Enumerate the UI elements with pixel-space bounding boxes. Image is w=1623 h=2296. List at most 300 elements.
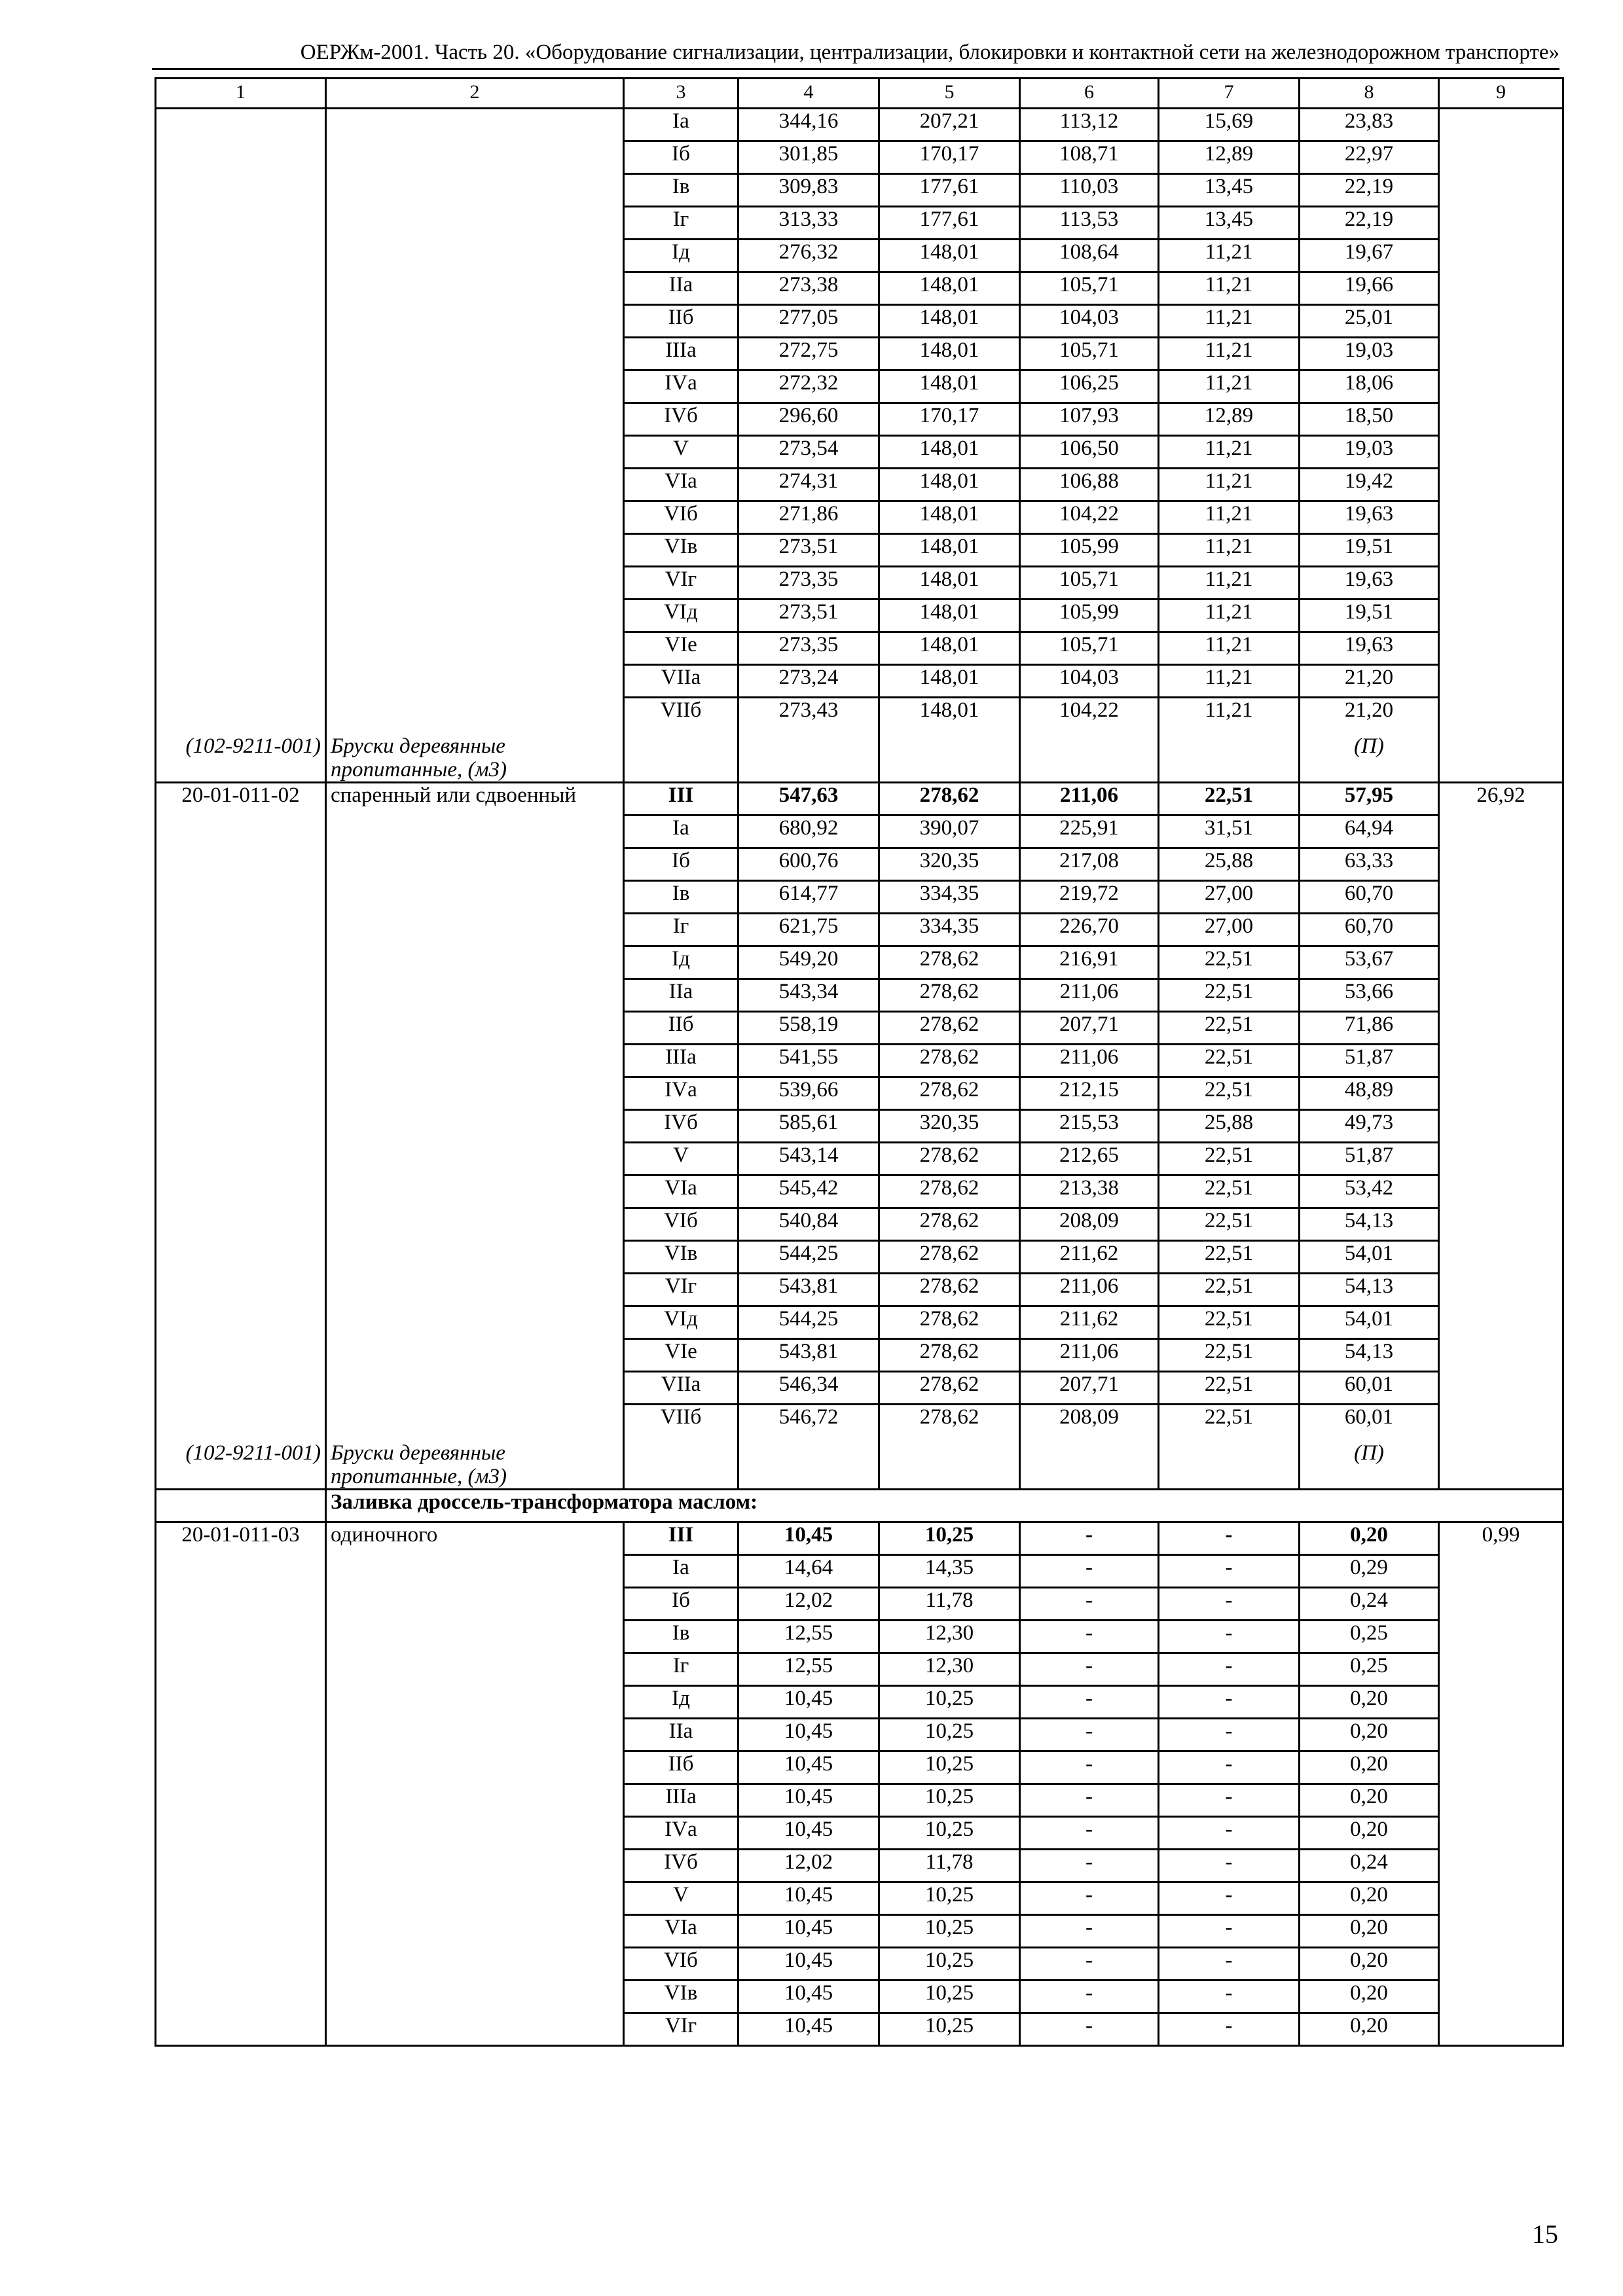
zone-cell: Iг xyxy=(624,914,739,946)
value-cell: 278,62 xyxy=(879,1175,1020,1208)
code-cell xyxy=(156,1241,326,1274)
code-cell xyxy=(156,1915,326,1948)
empty-cell xyxy=(624,1437,739,1490)
name-cell xyxy=(326,501,624,534)
col9-cell xyxy=(1439,665,1563,698)
value-cell: 344,16 xyxy=(739,109,879,141)
zone-cell: Iг xyxy=(624,1653,739,1686)
table-body xyxy=(156,79,1563,2046)
value-cell: 22,19 xyxy=(1300,174,1439,207)
value-cell: 278,62 xyxy=(879,1045,1020,1077)
value-cell: 19,67 xyxy=(1300,240,1439,272)
value-cell: 18,06 xyxy=(1300,370,1439,403)
name-cell xyxy=(326,436,624,469)
value-cell: 10,25 xyxy=(879,1719,1020,1751)
table-row xyxy=(156,240,1563,272)
value-cell: 278,62 xyxy=(879,1012,1020,1045)
value-cell: 211,06 xyxy=(1020,1339,1159,1372)
col9-cell xyxy=(1439,1719,1563,1751)
value-cell: - xyxy=(1159,1686,1300,1719)
code-cell xyxy=(156,338,326,370)
value-cell: 10,45 xyxy=(739,1882,879,1915)
value-cell: 19,66 xyxy=(1300,272,1439,305)
value-cell: 0,24 xyxy=(1300,1850,1439,1882)
name-cell xyxy=(326,665,624,698)
table-row xyxy=(156,1339,1563,1372)
value-cell: - xyxy=(1020,1686,1159,1719)
code-cell xyxy=(156,141,326,174)
value-cell: 10,25 xyxy=(879,1522,1020,1555)
name-cell xyxy=(326,1784,624,1817)
value-cell: 25,01 xyxy=(1300,305,1439,338)
code-cell xyxy=(156,1588,326,1621)
value-cell: 10,25 xyxy=(879,1817,1020,1850)
code-cell xyxy=(156,979,326,1012)
column-number-row xyxy=(156,79,1563,109)
col9-cell xyxy=(1439,1110,1563,1143)
value-cell: 22,51 xyxy=(1159,1143,1300,1175)
value-cell: 543,34 xyxy=(739,979,879,1012)
value-cell: 25,88 xyxy=(1159,1110,1300,1143)
value-cell: 12,02 xyxy=(739,1588,879,1621)
value-cell: 22,19 xyxy=(1300,207,1439,240)
name-cell xyxy=(326,632,624,665)
empty-cell xyxy=(739,730,879,783)
value-cell: 543,81 xyxy=(739,1274,879,1306)
value-cell: - xyxy=(1159,1850,1300,1882)
col9-cell xyxy=(1439,979,1563,1012)
value-cell: 15,69 xyxy=(1159,109,1300,141)
value-cell: 108,64 xyxy=(1020,240,1159,272)
value-cell: - xyxy=(1020,1522,1159,1555)
zone-cell: IIб xyxy=(624,1751,739,1784)
value-cell: 273,35 xyxy=(739,567,879,600)
value-cell: 680,92 xyxy=(739,816,879,848)
value-cell: 543,14 xyxy=(739,1143,879,1175)
value-cell: 31,51 xyxy=(1159,816,1300,848)
table-row xyxy=(156,1012,1563,1045)
name-cell xyxy=(326,1372,624,1405)
empty-cell xyxy=(1159,730,1300,783)
value-cell: 10,25 xyxy=(879,1948,1020,1981)
name-cell xyxy=(326,240,624,272)
value-cell: 273,38 xyxy=(739,272,879,305)
value-cell: 54,01 xyxy=(1300,1306,1439,1339)
code-cell xyxy=(156,1555,326,1588)
zone-cell: VIб xyxy=(624,1948,739,1981)
name-cell xyxy=(326,141,624,174)
value-cell: 12,02 xyxy=(739,1850,879,1882)
value-cell: - xyxy=(1020,1817,1159,1850)
value-cell: 0,29 xyxy=(1300,1555,1439,1588)
name-cell xyxy=(326,207,624,240)
value-cell: 0,20 xyxy=(1300,1882,1439,1915)
table-row xyxy=(156,1882,1563,1915)
code-cell xyxy=(156,1339,326,1372)
value-cell: 60,01 xyxy=(1300,1372,1439,1405)
code-cell xyxy=(156,1208,326,1241)
value-cell: - xyxy=(1020,2013,1159,2046)
value-cell: 22,51 xyxy=(1159,979,1300,1012)
zone-cell: Iа xyxy=(624,109,739,141)
value-cell: - xyxy=(1159,1588,1300,1621)
zone-cell: V xyxy=(624,1882,739,1915)
zone-cell: VIд xyxy=(624,1306,739,1339)
value-cell: 0,20 xyxy=(1300,1915,1439,1948)
column-number: 7 xyxy=(1159,79,1300,109)
zone-cell: VIг xyxy=(624,1274,739,1306)
code-cell xyxy=(156,109,326,141)
empty-cell xyxy=(624,730,739,783)
table-row xyxy=(156,469,1563,501)
col9-cell xyxy=(1439,1208,1563,1241)
value-cell: 10,25 xyxy=(879,1751,1020,1784)
table-row xyxy=(156,1175,1563,1208)
zone-cell: IIа xyxy=(624,979,739,1012)
col9-cell xyxy=(1439,174,1563,207)
zone-cell: IIа xyxy=(624,272,739,305)
zone-cell: III xyxy=(624,1522,739,1555)
col9-cell xyxy=(1439,1751,1563,1784)
col9-cell xyxy=(1439,141,1563,174)
value-cell: 19,63 xyxy=(1300,567,1439,600)
value-cell: 213,38 xyxy=(1020,1175,1159,1208)
value-cell: 278,62 xyxy=(879,979,1020,1012)
zone-cell: IIIа xyxy=(624,338,739,370)
table-row xyxy=(156,600,1563,632)
value-cell: 278,62 xyxy=(879,783,1020,816)
value-cell: 22,51 xyxy=(1159,1241,1300,1274)
value-cell: 105,99 xyxy=(1020,600,1159,632)
value-cell: 544,25 xyxy=(739,1241,879,1274)
zone-cell: VIIа xyxy=(624,1372,739,1405)
zone-cell: IVб xyxy=(624,403,739,436)
table-row xyxy=(156,1850,1563,1882)
value-cell: 211,06 xyxy=(1020,1274,1159,1306)
empty-cell xyxy=(156,1490,326,1522)
table-row xyxy=(156,1208,1563,1241)
table-row xyxy=(156,1784,1563,1817)
col9-cell: 26,92 xyxy=(1439,783,1563,816)
table-row xyxy=(156,1274,1563,1306)
value-cell: - xyxy=(1159,1981,1300,2013)
value-cell: 10,45 xyxy=(739,1817,879,1850)
col9-cell xyxy=(1439,698,1563,730)
value-cell: 10,25 xyxy=(879,1882,1020,1915)
value-cell: 54,13 xyxy=(1300,1208,1439,1241)
col9-cell xyxy=(1439,1339,1563,1372)
value-cell: 545,42 xyxy=(739,1175,879,1208)
value-cell: 278,62 xyxy=(879,1241,1020,1274)
name-cell xyxy=(326,1588,624,1621)
value-cell: 22,51 xyxy=(1159,1208,1300,1241)
value-cell: - xyxy=(1020,1981,1159,2013)
col9-cell xyxy=(1439,1882,1563,1915)
col9-cell xyxy=(1439,881,1563,914)
value-cell: - xyxy=(1020,1751,1159,1784)
name-cell xyxy=(326,1751,624,1784)
zone-cell: Iб xyxy=(624,1588,739,1621)
name-cell xyxy=(326,2013,624,2046)
value-cell: 64,94 xyxy=(1300,816,1439,848)
value-cell: 148,01 xyxy=(879,469,1020,501)
zone-cell: VIIб xyxy=(624,1405,739,1437)
code-cell xyxy=(156,174,326,207)
table-row xyxy=(156,946,1563,979)
code-cell xyxy=(156,1882,326,1915)
name-cell xyxy=(326,534,624,567)
zone-cell: VIа xyxy=(624,469,739,501)
value-cell: 273,51 xyxy=(739,534,879,567)
column-number: 2 xyxy=(326,79,624,109)
name-cell xyxy=(326,1915,624,1948)
table-row xyxy=(156,1751,1563,1784)
code-cell xyxy=(156,914,326,946)
material-code: (102-9211-001) xyxy=(156,1437,326,1490)
value-cell: 22,51 xyxy=(1159,1012,1300,1045)
value-cell: 148,01 xyxy=(879,534,1020,567)
value-cell: 544,25 xyxy=(739,1306,879,1339)
table-row xyxy=(156,1405,1563,1437)
value-cell: 148,01 xyxy=(879,272,1020,305)
value-cell: - xyxy=(1020,1915,1159,1948)
value-cell: 105,71 xyxy=(1020,632,1159,665)
name-cell xyxy=(326,979,624,1012)
table-row xyxy=(156,1653,1563,1686)
value-cell: 390,07 xyxy=(879,816,1020,848)
value-cell: 22,51 xyxy=(1159,783,1300,816)
value-cell: 208,09 xyxy=(1020,1208,1159,1241)
value-cell: 54,13 xyxy=(1300,1274,1439,1306)
value-cell: - xyxy=(1020,1653,1159,1686)
value-cell: 11,21 xyxy=(1159,534,1300,567)
zone-cell: IIа xyxy=(624,1719,739,1751)
zone-cell: Iд xyxy=(624,946,739,979)
value-cell: 12,55 xyxy=(739,1621,879,1653)
code-cell xyxy=(156,1274,326,1306)
value-cell: 18,50 xyxy=(1300,403,1439,436)
value-cell: 0,20 xyxy=(1300,1981,1439,2013)
value-cell: 10,45 xyxy=(739,1981,879,2013)
table-row xyxy=(156,534,1563,567)
table-row xyxy=(156,698,1563,730)
table-row xyxy=(156,914,1563,946)
value-cell: 148,01 xyxy=(879,567,1020,600)
value-cell: 170,17 xyxy=(879,141,1020,174)
name-cell xyxy=(326,403,624,436)
col9-cell xyxy=(1439,730,1563,783)
table-row xyxy=(156,1077,1563,1110)
name-cell xyxy=(326,1621,624,1653)
value-cell: - xyxy=(1159,1882,1300,1915)
value-cell: 10,45 xyxy=(739,1522,879,1555)
value-cell: 11,78 xyxy=(879,1850,1020,1882)
value-cell: 107,93 xyxy=(1020,403,1159,436)
col9-cell xyxy=(1439,1915,1563,1948)
code-cell xyxy=(156,403,326,436)
column-number: 5 xyxy=(879,79,1020,109)
col9-cell xyxy=(1439,1274,1563,1306)
value-cell: 11,21 xyxy=(1159,632,1300,665)
col9-cell xyxy=(1439,1077,1563,1110)
value-cell: 105,99 xyxy=(1020,534,1159,567)
name-cell xyxy=(326,1555,624,1588)
zone-cell: IIIа xyxy=(624,1784,739,1817)
page-number: 15 xyxy=(1532,2219,1558,2249)
value-cell: - xyxy=(1020,1555,1159,1588)
value-cell: 71,86 xyxy=(1300,1012,1439,1045)
table-row xyxy=(156,1241,1563,1274)
zone-cell: IVб xyxy=(624,1110,739,1143)
table-row xyxy=(156,848,1563,881)
value-cell: 12,55 xyxy=(739,1653,879,1686)
zone-cell: III xyxy=(624,783,739,816)
code-cell xyxy=(156,698,326,730)
value-cell: 273,51 xyxy=(739,600,879,632)
code-cell xyxy=(156,1817,326,1850)
name-cell xyxy=(326,1981,624,2013)
value-cell: 12,89 xyxy=(1159,403,1300,436)
table-row xyxy=(156,1588,1563,1621)
table-row xyxy=(156,881,1563,914)
value-cell: 212,15 xyxy=(1020,1077,1159,1110)
value-cell: 11,21 xyxy=(1159,240,1300,272)
value-cell: 539,66 xyxy=(739,1077,879,1110)
table-row xyxy=(156,1915,1563,1948)
value-cell: 558,19 xyxy=(739,1012,879,1045)
value-cell: 0,20 xyxy=(1300,1817,1439,1850)
value-cell: 22,51 xyxy=(1159,1339,1300,1372)
zone-cell: V xyxy=(624,1143,739,1175)
col9-cell xyxy=(1439,272,1563,305)
name-cell xyxy=(326,816,624,848)
value-cell: 60,70 xyxy=(1300,914,1439,946)
name-cell xyxy=(326,1110,624,1143)
table-row xyxy=(156,109,1563,141)
material-note-mark: (П) xyxy=(1300,730,1439,783)
empty-cell xyxy=(879,730,1020,783)
section-title: Заливка дроссель-трансформатора маслом: xyxy=(326,1490,1563,1522)
table-row xyxy=(156,1981,1563,2013)
table-row xyxy=(156,370,1563,403)
code-cell xyxy=(156,370,326,403)
value-cell: 272,32 xyxy=(739,370,879,403)
value-cell: 19,42 xyxy=(1300,469,1439,501)
value-cell: 296,60 xyxy=(739,403,879,436)
col9-cell xyxy=(1439,1981,1563,2013)
material-note-row xyxy=(156,730,1563,783)
col9-cell xyxy=(1439,600,1563,632)
table-row xyxy=(156,665,1563,698)
table-row xyxy=(156,1948,1563,1981)
value-cell: - xyxy=(1159,1784,1300,1817)
name-cell xyxy=(326,1653,624,1686)
value-cell: 278,62 xyxy=(879,1143,1020,1175)
column-number: 6 xyxy=(1020,79,1159,109)
table-row xyxy=(156,403,1563,436)
value-cell: 540,84 xyxy=(739,1208,879,1241)
zone-cell: IIб xyxy=(624,1012,739,1045)
empty-cell xyxy=(1020,730,1159,783)
value-cell: 21,20 xyxy=(1300,698,1439,730)
col9-cell xyxy=(1439,1653,1563,1686)
value-cell: - xyxy=(1020,1850,1159,1882)
value-cell: 13,45 xyxy=(1159,207,1300,240)
value-cell: 207,71 xyxy=(1020,1372,1159,1405)
name-cell xyxy=(326,1175,624,1208)
value-cell: 211,62 xyxy=(1020,1306,1159,1339)
col9-cell xyxy=(1439,1850,1563,1882)
name-cell xyxy=(326,1045,624,1077)
code-cell xyxy=(156,207,326,240)
zone-cell: VIIб xyxy=(624,698,739,730)
value-cell: 25,88 xyxy=(1159,848,1300,881)
value-cell: - xyxy=(1020,1784,1159,1817)
value-cell: 19,63 xyxy=(1300,632,1439,665)
col9-cell xyxy=(1439,338,1563,370)
code-cell xyxy=(156,665,326,698)
value-cell: 0,25 xyxy=(1300,1621,1439,1653)
column-number: 1 xyxy=(156,79,326,109)
value-cell: 11,21 xyxy=(1159,665,1300,698)
value-cell: 10,25 xyxy=(879,2013,1020,2046)
value-cell: 105,71 xyxy=(1020,272,1159,305)
code-cell xyxy=(156,567,326,600)
name-cell xyxy=(326,1143,624,1175)
value-cell: 110,03 xyxy=(1020,174,1159,207)
col9-cell xyxy=(1439,1241,1563,1274)
code-cell xyxy=(156,881,326,914)
code-cell xyxy=(156,1784,326,1817)
name-cell: одиночного xyxy=(326,1522,624,1555)
table-row xyxy=(156,1719,1563,1751)
table-row xyxy=(156,1110,1563,1143)
value-cell: 104,03 xyxy=(1020,305,1159,338)
value-cell: 22,51 xyxy=(1159,1175,1300,1208)
table-row xyxy=(156,1555,1563,1588)
table-row xyxy=(156,632,1563,665)
zone-cell: Iа xyxy=(624,1555,739,1588)
value-cell: - xyxy=(1159,1719,1300,1751)
code-cell xyxy=(156,1686,326,1719)
value-cell: 278,62 xyxy=(879,1274,1020,1306)
col9-cell xyxy=(1439,632,1563,665)
name-cell xyxy=(326,338,624,370)
value-cell: 11,21 xyxy=(1159,338,1300,370)
table-row xyxy=(156,1306,1563,1339)
value-cell: 278,62 xyxy=(879,1372,1020,1405)
value-cell: 53,42 xyxy=(1300,1175,1439,1208)
value-cell: 22,51 xyxy=(1159,946,1300,979)
col9-cell xyxy=(1439,1817,1563,1850)
value-cell: 10,45 xyxy=(739,1719,879,1751)
column-number: 4 xyxy=(739,79,879,109)
value-cell: 272,75 xyxy=(739,338,879,370)
code-cell xyxy=(156,600,326,632)
name-cell xyxy=(326,1208,624,1241)
rates-table xyxy=(155,77,1564,2047)
zone-cell: VIв xyxy=(624,1241,739,1274)
value-cell: 22,51 xyxy=(1159,1306,1300,1339)
value-cell: 212,65 xyxy=(1020,1143,1159,1175)
name-cell xyxy=(326,174,624,207)
value-cell: 19,51 xyxy=(1300,534,1439,567)
name-cell xyxy=(326,946,624,979)
col9-cell xyxy=(1439,109,1563,141)
value-cell: 10,45 xyxy=(739,1784,879,1817)
code-cell xyxy=(156,1110,326,1143)
value-cell: 13,45 xyxy=(1159,174,1300,207)
